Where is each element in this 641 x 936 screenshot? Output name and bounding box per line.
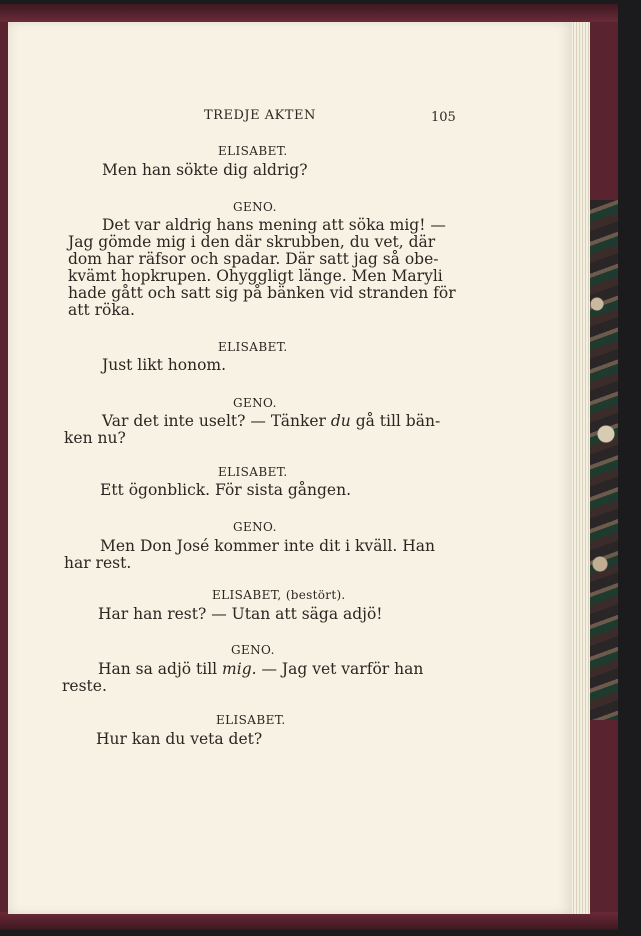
speaker-name bbox=[212, 588, 346, 602]
dialogue-line: Men han sökte dig aldrig? bbox=[102, 161, 308, 179]
dialogue-line bbox=[102, 412, 440, 430]
emphasis-text: mig. bbox=[222, 660, 257, 678]
line-text: — Jag vet varför han bbox=[256, 660, 424, 678]
line-text: ken nu? bbox=[64, 429, 126, 447]
dialogue-line: att röka. bbox=[68, 301, 135, 319]
speaker-name: ELISABET. bbox=[218, 340, 288, 354]
dialogue-line: Men Don José kommer inte dit i kväll. Han bbox=[100, 537, 435, 555]
speaker-name: ELISABET. bbox=[216, 713, 286, 727]
dialogue-line: Hur kan du veta det? bbox=[96, 730, 263, 748]
dialogue-line: Ett ögonblick. För sista gången. bbox=[100, 481, 352, 499]
dialogue-line: Har han rest? — Utan att säga adjö! bbox=[98, 605, 383, 623]
page-number: 105 bbox=[431, 110, 456, 125]
emphasis-text: du bbox=[330, 412, 351, 430]
running-header: TREDJE AKTEN bbox=[204, 108, 316, 123]
dialogue-line: kvämt hopkrupen. Ohyggligt länge. Men Maryli bbox=[68, 267, 443, 285]
speaker-name: GENO. bbox=[231, 643, 275, 657]
dialogue-line bbox=[62, 677, 107, 695]
cover-top-edge bbox=[0, 4, 618, 22]
line-text: Var det inte uselt? — Tänker bbox=[102, 412, 331, 430]
dialogue-line bbox=[64, 429, 126, 447]
cover-bottom-edge bbox=[0, 912, 618, 930]
line-text: gå till bän- bbox=[350, 412, 441, 430]
speaker-name: GENO. bbox=[233, 200, 277, 214]
line-text: reste. bbox=[62, 677, 107, 695]
speaker-name: GENO. bbox=[233, 396, 277, 410]
dialogue-line: dom har räfsor och spadar. Där satt jag så obe- bbox=[68, 250, 439, 268]
speaker-name: GENO. bbox=[233, 520, 277, 534]
line-text: Han sa adjö till bbox=[98, 660, 223, 678]
dialogue-line: har rest. bbox=[64, 554, 132, 572]
marbled-endpaper bbox=[588, 200, 618, 720]
book-page bbox=[8, 22, 572, 914]
dialogue-line: Jag gömde mig i den där skrubben, du vet, där bbox=[68, 233, 436, 251]
stage-direction: (bestört). bbox=[285, 588, 346, 602]
dialogue-line bbox=[98, 660, 423, 678]
speaker-label: ELISABET, bbox=[212, 588, 282, 602]
dialogue-line: Det var aldrig hans mening att söka mig! — bbox=[102, 216, 446, 234]
dialogue-line: hade gått och satt sig på bänken vid stranden för bbox=[68, 284, 456, 302]
speaker-name: ELISABET. bbox=[218, 144, 288, 158]
dialogue-line: Just likt honom. bbox=[102, 356, 227, 374]
speaker-name: ELISABET. bbox=[218, 465, 288, 479]
